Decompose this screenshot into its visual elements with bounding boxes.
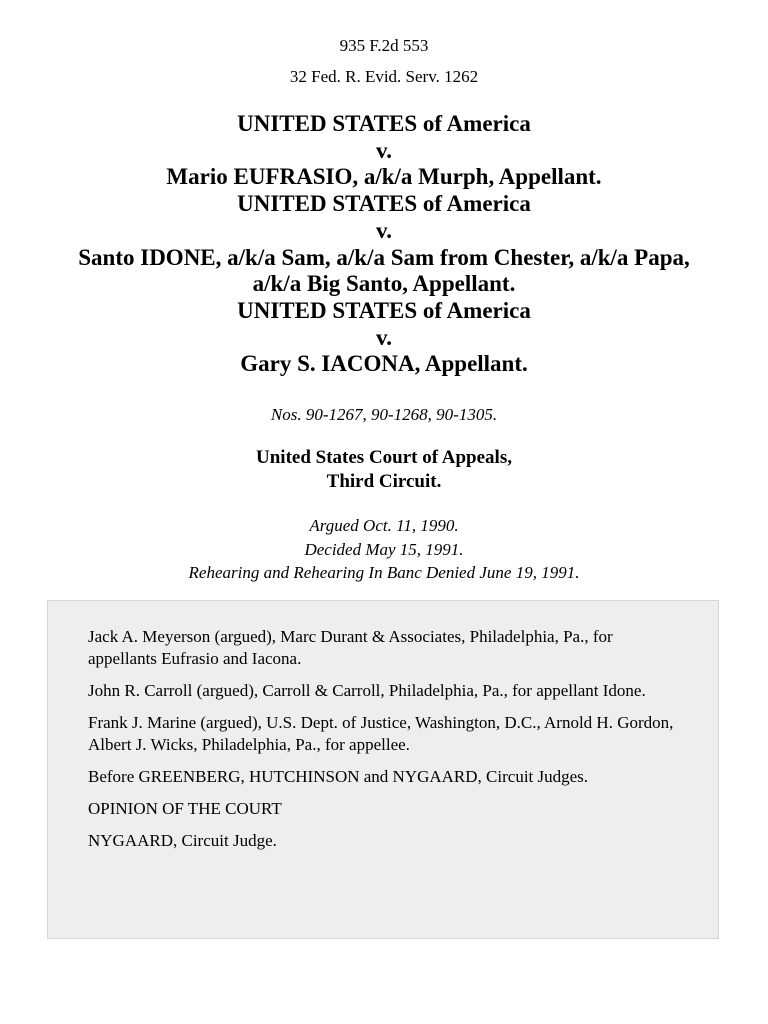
reporter-citation: 935 F.2d 553 xyxy=(339,36,429,55)
caption-line: UNITED STATES of America xyxy=(237,191,531,217)
opinion-heading: OPINION OF THE COURT xyxy=(88,799,282,818)
counsel-panel xyxy=(47,600,719,939)
caption-line: v. xyxy=(376,217,392,243)
caption-line: a/k/a Big Santo, Appellant. xyxy=(252,271,516,297)
panel-judges: Before GREENBERG, HUTCHINSON and NYGAARD, Circuit Judges. xyxy=(88,767,589,786)
rehearing-date: Rehearing and Rehearing In Banc Denied June 19, 1991. xyxy=(188,563,580,582)
caption-line: Mario EUFRASIO, a/k/a Murph, Appellant. xyxy=(166,164,602,190)
case-caption xyxy=(0,111,768,378)
court-circuit-line: Third Circuit. xyxy=(326,471,442,492)
caption-line: v. xyxy=(376,324,392,350)
evidence-service-citation: 32 Fed. R. Evid. Serv. 1262 xyxy=(289,67,479,86)
counsel-paragraph: John R. Carroll (argued), Carroll & Carroll, Philadelphia, Pa., for appellant Idone. xyxy=(88,681,646,700)
caption-line: UNITED STATES of America xyxy=(237,111,531,136)
counsel-paragraph: Frank J. Marine (argued), U.S. Dept. of Justice, Washington, D.C., Arnold H. Gordon, Albert J. Wicks, Philadelphia, Pa., for appellee. xyxy=(88,713,674,754)
opinion-author: NYGAARD, Circuit Judge. xyxy=(88,831,277,850)
counsel-paragraph: Jack A. Meyerson (argued), Marc Durant & Associates, Philadelphia, Pa., for appellants Eufrasio and Iacona. xyxy=(88,627,613,668)
caption-line: Gary S. IACONA, Appellant. xyxy=(240,351,528,377)
court-name xyxy=(0,446,768,494)
caption-line: UNITED STATES of America xyxy=(237,297,531,323)
argued-date: Argued Oct. 11, 1990. xyxy=(309,516,459,535)
case-dates xyxy=(0,514,768,585)
caption-line: Santo IDONE, a/k/a Sam, a/k/a Sam from Chester, a/k/a Papa, xyxy=(78,244,690,270)
court-name-line: United States Court of Appeals, xyxy=(256,447,512,468)
decided-date: Decided May 15, 1991. xyxy=(304,539,464,559)
docket-numbers: Nos. 90-1267, 90-1268, 90-1305. xyxy=(270,405,498,424)
caption-line: v. xyxy=(376,137,392,163)
